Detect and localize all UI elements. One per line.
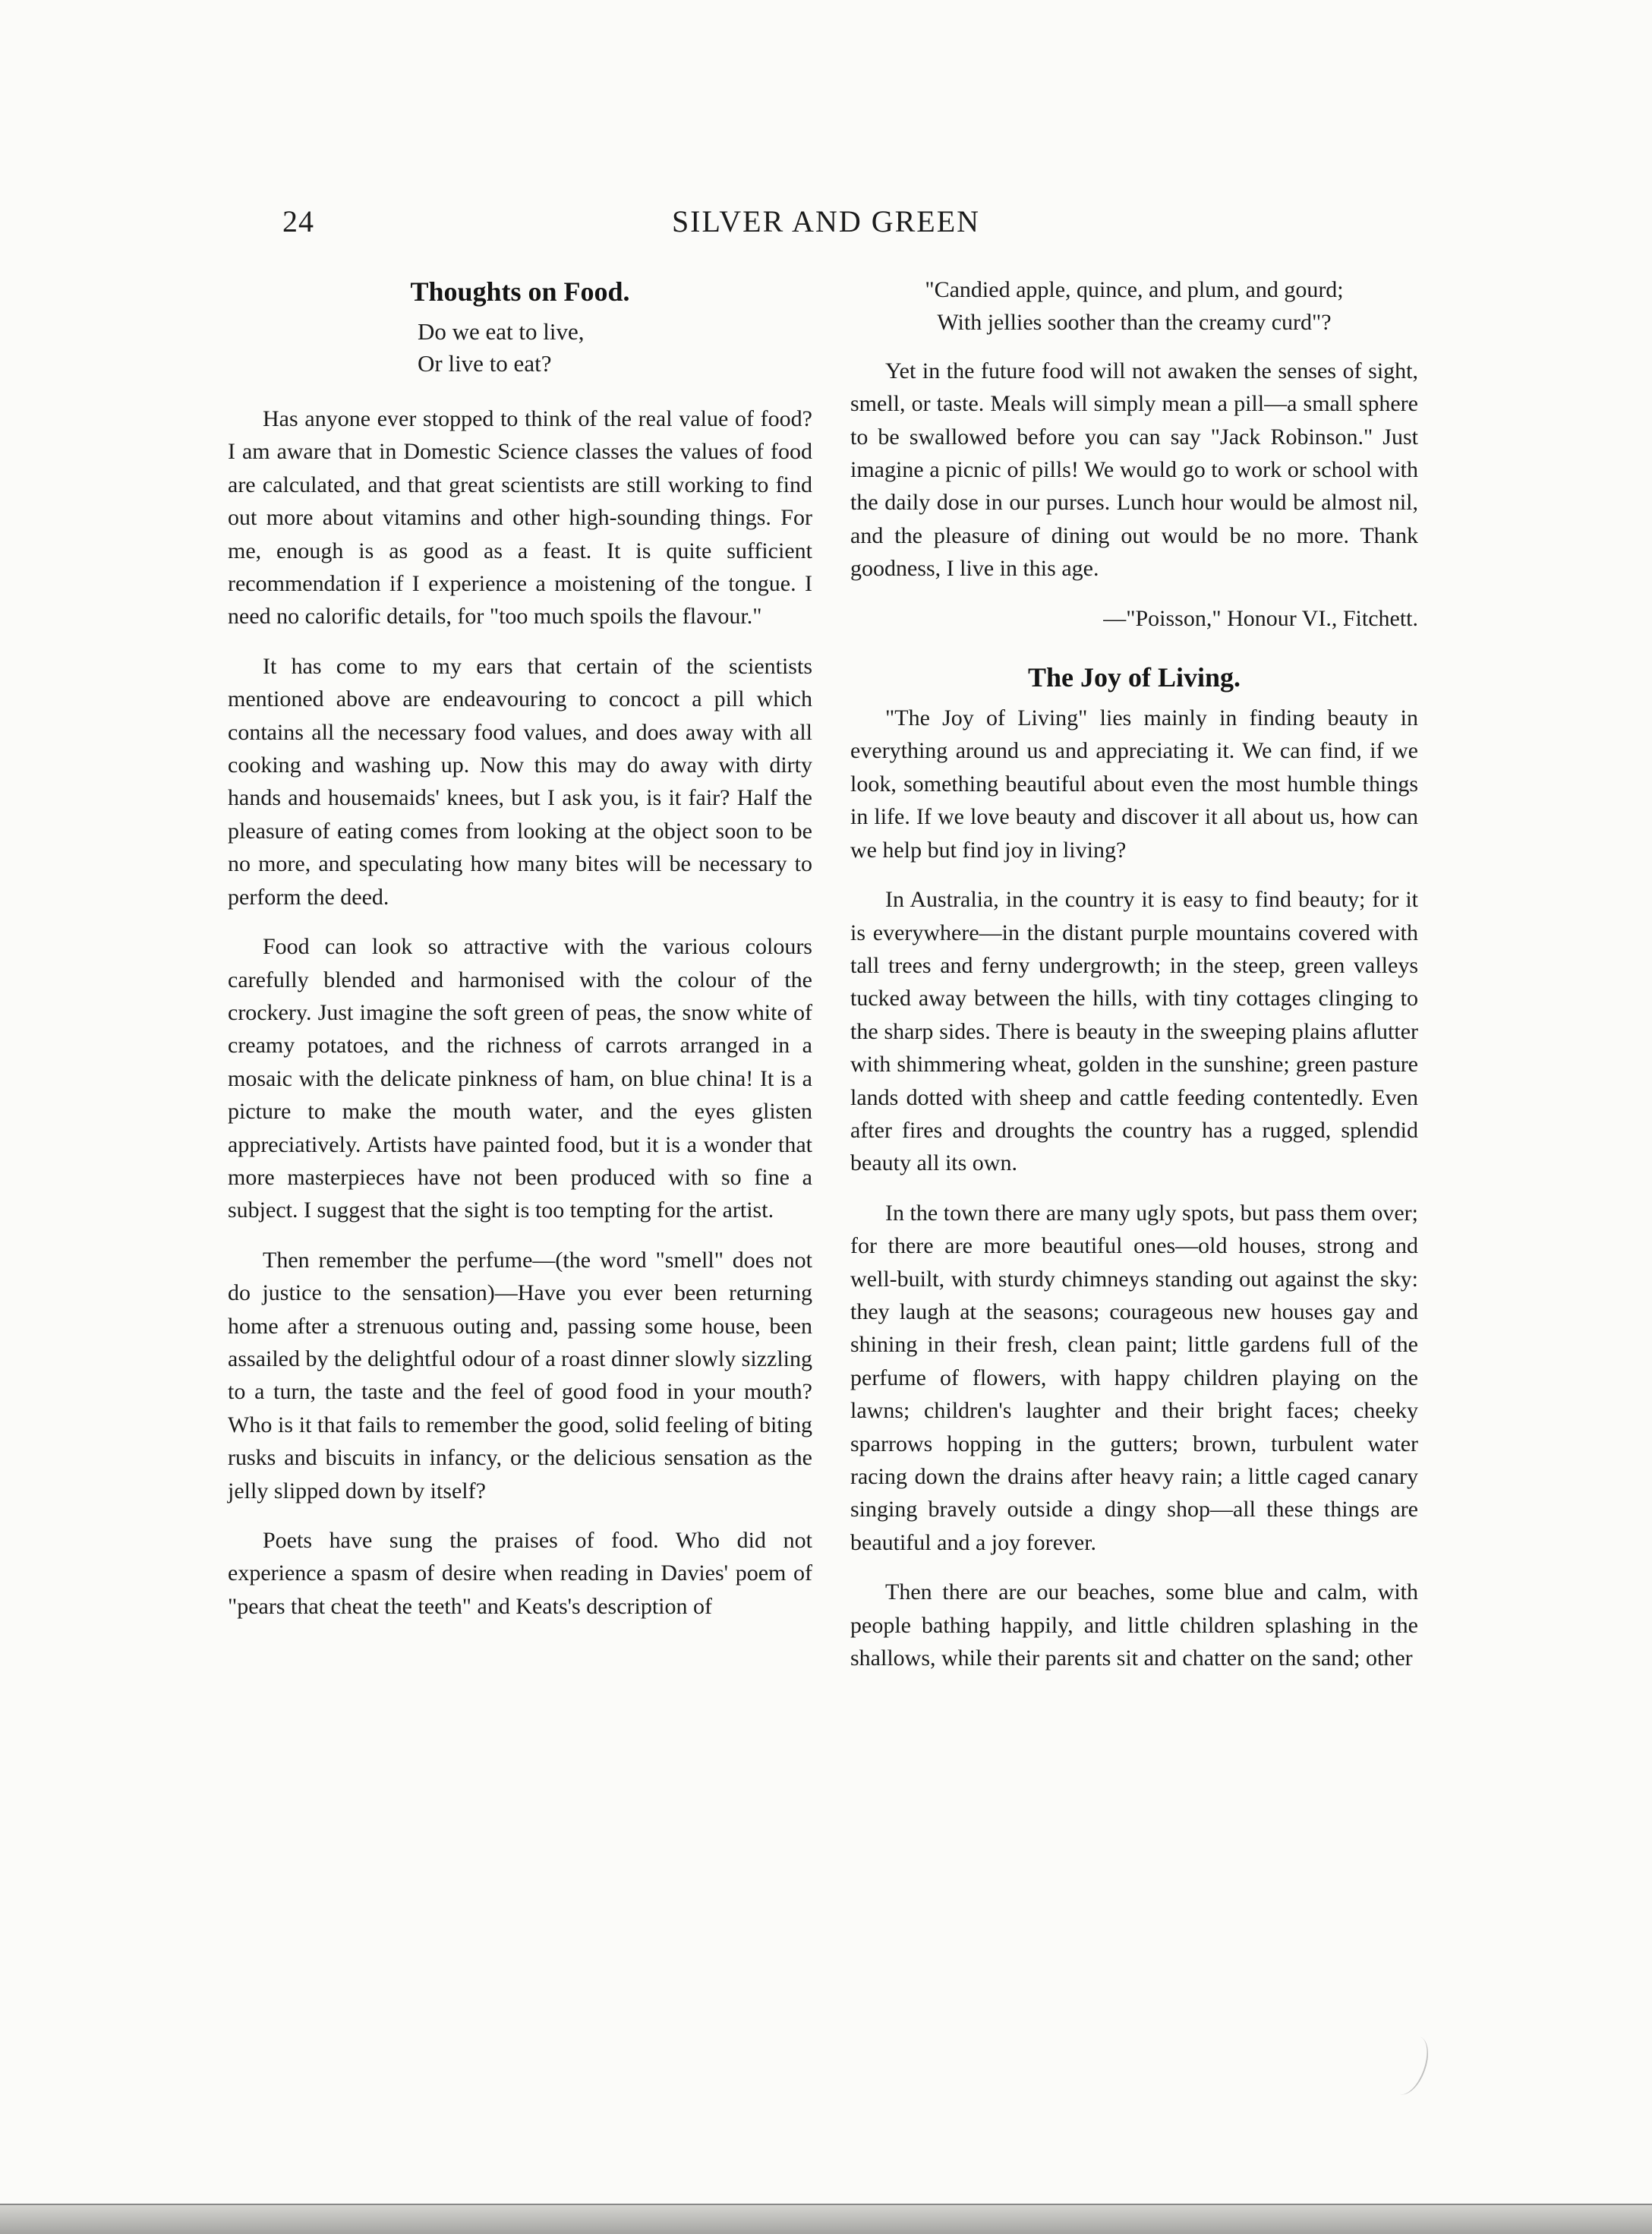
running-title: SILVER AND GREEN <box>671 204 981 238</box>
paragraph: Yet in the future food will not awaken the senses of sight, smell, or taste. Meals will simply mean a pill—a small sphere to be swallowed before you can say "Jack Robinson." Just imagine a picnic of pills! We would go to work or school with the daily dose in our purses. Lunch hour would be almost nil, and the pleasure of dining out would be no more. Thank goodness, I live in this age. <box>850 358 1418 582</box>
page-number: 24 <box>282 204 314 238</box>
right-column <box>850 273 1418 1691</box>
scan-bottom-edge <box>0 2204 1652 2234</box>
quote-line: "Candied apple, quince, and plum, and gourd; <box>925 277 1344 302</box>
motto-line: Or live to eat? <box>418 350 552 377</box>
paragraph: Has anyone ever stopped to think of the real value of food? I am aware that in Domestic Science classes the values of food are calculated, and that great scientists are still working to find out more about vitamins and other high-sounding things. For me, enough is as good as a feast. It is quite sufficient recommendation if I experience a moistening of the tongue. I need no calorific details, for "too much spoils the flavour." <box>228 406 812 629</box>
quote-line: With jellies soother than the creamy curd"? <box>937 310 1332 336</box>
poem-quote <box>850 273 1418 339</box>
page-header <box>0 204 1652 249</box>
paragraph: Poets have sung the praises of food. Who did not experience a spasm of desire when reading in Davies' poem of "pears that cheat the teeth" and Keats's description of <box>228 1528 812 1619</box>
paragraph: "The Joy of Living" lies mainly in finding beauty in everything around us and appreciating it. We can find, if we look, something beautiful about even the most humble things in life. If we love beauty and discover it all about us, how can we help but find joy in living? <box>850 705 1418 863</box>
left-column <box>228 273 812 1639</box>
motto-line: Do we eat to live, <box>418 318 585 345</box>
paragraph: In the town there are many ugly spots, but pass them over; for there are more beautiful ones—old houses, strong and well-built, with sturdy chimneys standing out against the sky: they laugh at the seasons; courageous new houses gay and shining in their fresh, clean paint; little gardens full of the perfume of flowers, with happy children playing on the lawns; children's laughter and their bright faces; cheeky sparrows hopping in the gutters; brown, turbulent water racing down the drains after heavy rain; a little caged canary singing bravely outside a dingy shop—all these things are beautiful and a joy forever. <box>850 1200 1418 1555</box>
paragraph: Then remember the perfume—(the word "smell" does not do justice to the sensation)—Have you ever been returning home after a strenuous outing and, passing some house, been assailed by the delightful odour of a roast dinner slowly sizzling to a turn, the taste and the feel of good food in your mouth? Who is it that fails to remember the good, solid feeling of biting rusks and biscuits in infancy, or the delicious sensation as the jelly slipped down by itself? <box>228 1247 812 1504</box>
author-signature: —"Poisson," Honour VI., Fitchett. <box>1103 605 1418 631</box>
paragraph: In Australia, in the country it is easy to find beauty; for it is everywhere—in the distant purple mountains covered with tall trees and ferny undergrowth; in the steep, green valleys tucked away between the hills, with tiny cottages clinging to the sharp sides. There is beauty in the sweeping plains aflutter with shimmering wheat, golden in the sunshine; green pasture lands dotted with sheep and cattle feeding contentedly. Even after fires and droughts the country has a rugged, splendid beauty all its own. <box>850 887 1418 1176</box>
paragraph: It has come to my ears that certain of the scientists mentioned above are endeavouring to concoct a pill which contains all the necessary food values, and does away with all cooking and washing up. Now this may do away with dirty hands and housemaids' knees, but I ask you, is it fair? Half the pleasure of eating comes from looking at the object soon to be no more, and speculating how many bites will be necessary to perform the deed. <box>228 653 812 910</box>
article-title-joy: The Joy of Living. <box>1027 662 1241 693</box>
article-title-food: Thoughts on Food. <box>410 276 630 307</box>
paragraph: Food can look so attractive with the various colours carefully blended and harmonised with the colour of the crockery. Just imagine the soft green of peas, the snow white of creamy potatoes, and the richness of carrots arranged in a mosaic with the delicate pinkness of ham, on blue china! It is a picture to make the mouth water, and the eyes glisten appreciatively. Artists have painted food, but it is a wonder that more masterpieces have not been produced with so fine a subject. I suggest that the sight is too tempting for the artist. <box>228 934 812 1223</box>
paragraph: Then there are our beaches, some blue and calm, with people bathing happily, and little children splashing in the shallows, while their parents sit and chatter on the sand; other <box>850 1579 1418 1671</box>
pencil-mark <box>1385 2031 1436 2100</box>
motto <box>228 316 812 380</box>
